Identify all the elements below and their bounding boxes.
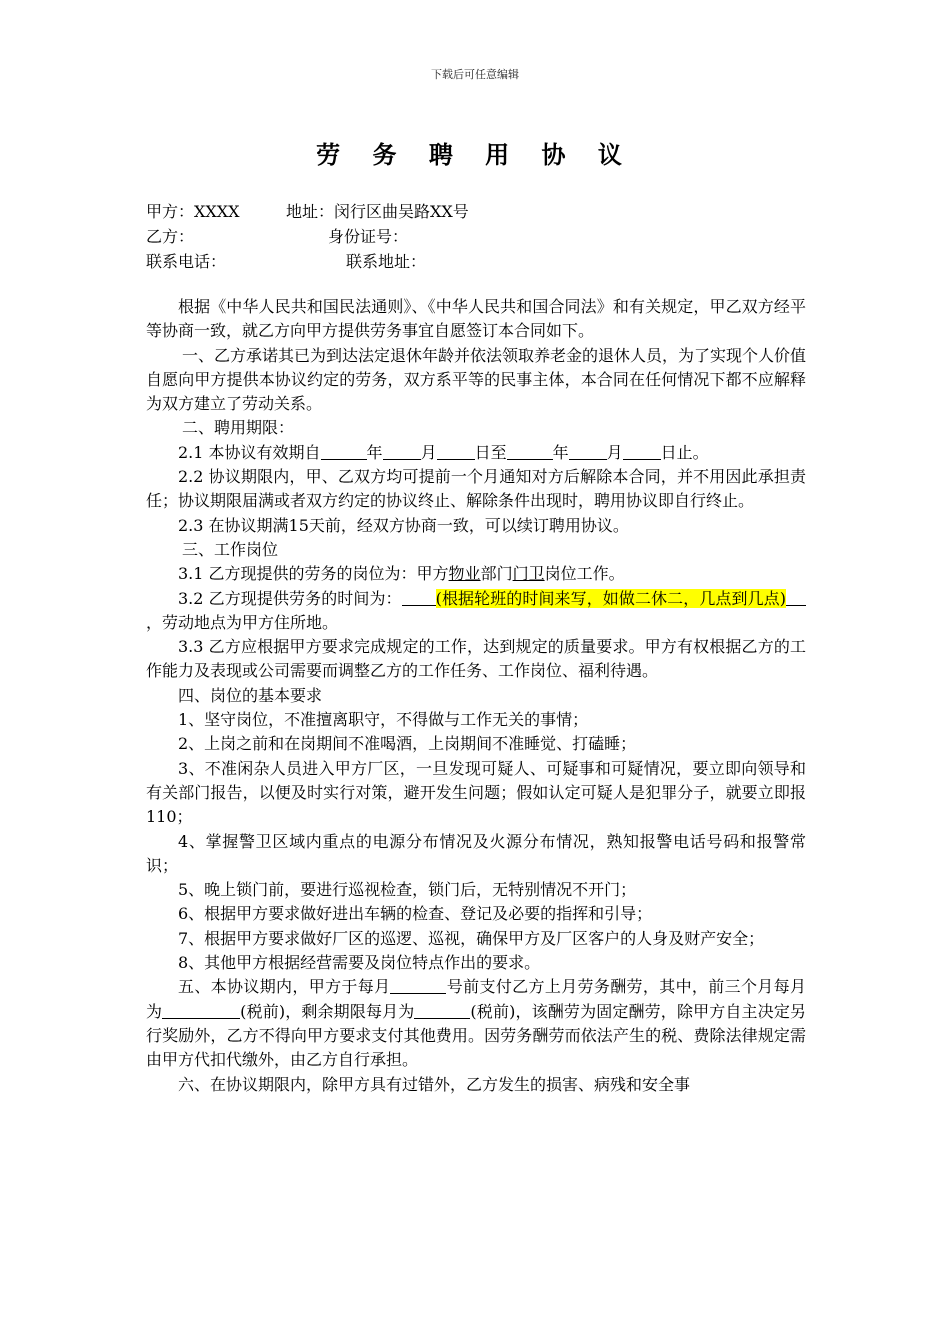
requirement-item: 5、晚上锁门前，要进行巡视检查，锁门后，无特别情况不开门； bbox=[178, 880, 637, 900]
section-3-title: 三、工作岗位 bbox=[182, 539, 279, 559]
clause-3-1: 3.1 乙方现提供的劳务的岗位为：甲方物业部门门卫岗位工作。 bbox=[178, 564, 625, 584]
requirement-item: 6、根据甲方要求做好进出车辆的检查、登记及必要的指挥和引导； bbox=[178, 904, 653, 924]
document-title: 劳 务 聘 用 协 议 bbox=[316, 140, 634, 169]
party-a-label: 甲方：XXXX bbox=[146, 202, 240, 221]
party-a-address: 地址：闵行区曲吴路XX号 bbox=[286, 202, 469, 221]
clause-2-2: 2.2 协议期限内，甲、乙双方均可提前一个月通知对方后解除本合同，并不用因此承担责任；协议期限届满或者双方约定的协议终止、解除条件出现时，聘用协议即自行终止。 bbox=[146, 467, 806, 511]
requirement-item: 3、不准闲杂人员进入甲方厂区，一旦发现可疑人、可疑事和可疑情况，要立即向领导和有关部门报告，以便及时实行对策，避开发生问题；假如认定可疑人是犯罪分子，就要立即报110； bbox=[146, 758, 806, 827]
contract-body bbox=[146, 295, 806, 1097]
clause-3-3: 3.3 乙方应根据甲方要求完成规定的工作，达到规定的质量要求。甲方有权根据乙方的工作能力及表现或公司需要而调整乙方的工作任务、工作岗位、福利待遇。 bbox=[146, 637, 806, 681]
contact-address-label: 联系地址： bbox=[346, 252, 427, 271]
phone-label: 联系电话： bbox=[146, 252, 227, 271]
requirement-item: 2、上岗之前和在岗期间不准喝酒，上岗期间不准睡觉、打磕睡； bbox=[178, 734, 637, 754]
requirement-item: 4、掌握警卫区域内重点的电源分布情况及火源分布情况，熟知报警电话号码和报警常识； bbox=[146, 831, 806, 875]
requirement-item: 8、其他甲方根据经营需要及岗位特点作出的要求。 bbox=[178, 953, 541, 973]
section-5: 五、本协议期内，甲方于每月 号前支付乙方上月劳务酬劳，其中，前三个月每月为 (税前)，剩余期限每月为 (税前)，该酬劳为固定酬劳，除甲方自主决定另行奖励外，乙方不得向甲方要求支付其他费用。因劳务酬劳而依法产生的税、费除法律规定需由甲方代扣代缴外，由乙方自行承担。 bbox=[146, 977, 806, 1070]
section-4-title: 四、岗位的基本要求 bbox=[178, 685, 323, 705]
party-row-a bbox=[146, 200, 469, 224]
section-1: 一、乙方承诺其已为到达法定退休年龄并依法领取养老金的退休人员，为了实现个人价值自愿向甲方提供本协议约定的劳务，双方系平等的民事主体，本合同在任何情况下都不应解释为双方建立了劳动关系。 bbox=[146, 345, 807, 414]
party-row-b bbox=[146, 225, 409, 249]
requirement-item: 7、根据甲方要求做好厂区的巡逻、巡视，确保甲方及厂区客户的人身及财产安全； bbox=[178, 928, 765, 948]
requirement-item: 1、坚守岗位，不准擅离职守，不得做与工作无关的事情； bbox=[178, 710, 589, 730]
party-row-contact bbox=[146, 250, 427, 274]
clause-2-1: 2.1 本协议有效期自 年 月 日至 年 月 日止。 bbox=[178, 442, 709, 462]
party-b-label: 乙方： bbox=[146, 227, 195, 246]
id-number-label: 身份证号： bbox=[328, 227, 409, 246]
highlighted-note: (根据轮班的时间来写，如做二休二，几点到几点) bbox=[435, 588, 786, 608]
section-6: 六、在协议期限内，除甲方具有过错外，乙方发生的损害、病残和安全事 bbox=[178, 1074, 691, 1094]
section-2-title: 二、聘用期限： bbox=[182, 418, 295, 438]
clause-2-3: 2.3 在协议期满15天前，经双方协商一致，可以续订聘用协议。 bbox=[178, 515, 629, 535]
header-note: 下载后可任意编辑 bbox=[431, 68, 519, 81]
clause-3-2: 3.2 乙方现提供劳务的时间为： (根据轮班的时间来写，如做二休二，几点到几点)，劳动地点为甲方住所地。 bbox=[146, 587, 806, 636]
intro-paragraph: 根据《中华人民共和国民法通则》、《中华人民共和国合同法》和有关规定，甲乙双方经平等协商一致，就乙方向甲方提供劳务事宜自愿签订本合同如下。 bbox=[146, 297, 806, 341]
